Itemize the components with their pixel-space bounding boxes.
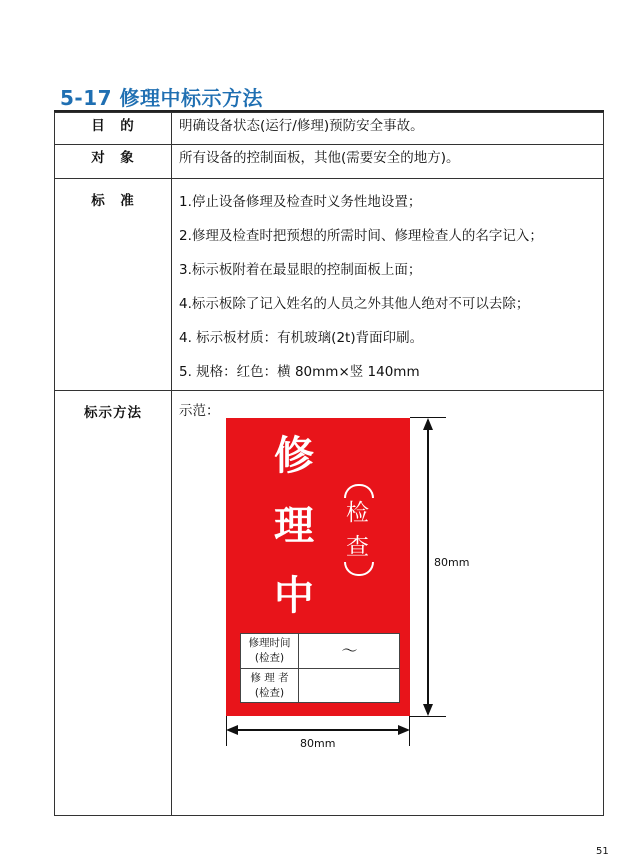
- table-row-standard: [55, 179, 604, 391]
- sign-sub-char: 查: [346, 534, 369, 560]
- sign-person-value: [300, 669, 399, 703]
- page-number: 51: [596, 846, 609, 857]
- standard-list: [172, 179, 604, 391]
- paren-bottom-shape: [344, 562, 374, 576]
- standard-item: 4. 标示板材质：有机玻璃(2t)背面印刷。: [179, 330, 424, 346]
- standard-item: 1.停止设备修理及检查时义务性地设置；: [179, 194, 422, 210]
- sign-person-label-line1: 修 理 者: [250, 672, 289, 684]
- sign-person-label: [241, 669, 299, 703]
- sign-main-char: 中: [274, 573, 314, 619]
- standard-item: 3.标示板附着在最显眼的控制面板上面；: [179, 262, 422, 278]
- height-dimension-label: 80mm: [434, 556, 470, 569]
- sign-info-box: [240, 633, 400, 703]
- sign-person-label-line2: (检查): [254, 687, 285, 699]
- table-row-purpose: [55, 113, 604, 145]
- sign-time-label-line2: (检查): [254, 652, 285, 664]
- height-dimension-line: [427, 420, 429, 714]
- arrow-up-icon: [423, 418, 433, 430]
- arrow-right-icon: [398, 725, 410, 735]
- purpose-value: 明确设备状态(运行/修理)预防安全事故。: [172, 113, 604, 145]
- demo-label: 示范：: [179, 403, 220, 419]
- arrow-down-icon: [423, 704, 433, 716]
- page-title: 5-17 修理中标示方法: [60, 86, 264, 110]
- sign-time-label-line1: 修理时间: [248, 637, 291, 649]
- sign-main-char: 理: [274, 503, 314, 549]
- sign-row-person: [241, 669, 399, 703]
- width-dimension-line: [230, 729, 406, 731]
- standard-item: 4.标示板除了记入姓名的人员之外其他人绝对不可以去除；: [179, 296, 530, 312]
- arrow-left-icon: [226, 725, 238, 735]
- width-dimension-label: 80mm: [300, 737, 336, 750]
- paren-top-shape: [344, 484, 374, 498]
- dimension-tick: [410, 716, 446, 717]
- object-label: 对 象: [55, 145, 172, 179]
- standard-item: 5. 规格：红色：横 80mm×竖 140mm: [179, 364, 420, 380]
- method-label: 标示方法: [55, 391, 172, 816]
- sign-time-value: ～: [341, 641, 358, 660]
- sign-time-label: [241, 634, 299, 668]
- standard-item: 2.修理及检查时把预想的所需时间、修理检查人的名字记入；: [179, 228, 543, 244]
- sign-sub-char: 检: [346, 500, 369, 526]
- purpose-label: 目 的: [55, 113, 172, 145]
- repair-sign: [226, 418, 410, 716]
- sign-row-time: [241, 634, 399, 669]
- object-value: 所有设备的控制面板，其他(需要安全的地方)。: [172, 145, 604, 179]
- sign-main-char: 修: [274, 433, 314, 479]
- sign-sub-label: [338, 480, 378, 580]
- table-row-object: [55, 145, 604, 179]
- standard-label: 标 准: [55, 179, 172, 391]
